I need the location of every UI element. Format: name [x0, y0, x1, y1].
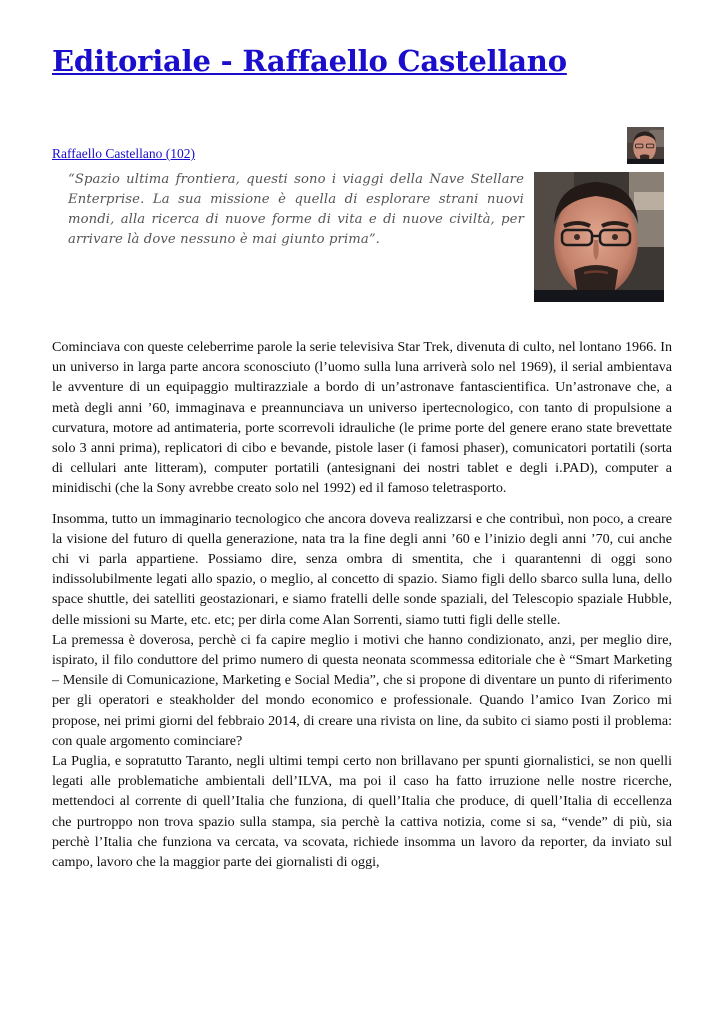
author-portrait-image — [534, 172, 664, 302]
article-paragraph: Cominciava con queste celeberrime parole la serie televisiva Star Trek, divenuta di culto, nel lontano 1966. In un universo in larga parte ancora sconosciuto (l’uomo sulla luna arriverà solo nel 1969), il serial ambientava le avventure di un equipaggio multirazziale a bordo di un’astronave fantascientifica. Un’astronave che, a metà degli anni ’60, immaginava e preannunciava un universo ipertecnologico, con tanto di propulsione a curvatura, motore ad antimateria, porte scorrevoli idrauliche (le prime porte del genere erano state brevettate solo 3 anni prima), replicatori di cibo e bevande, pistole laser (i famosi phaser), comunicatori portatili (sorta di cellulari ante litteram), computer portatili (antesignani dei nostri tablet e degli i.PAD), computer a minidischi (che la Sony avrebbe creato solo nel 1992) ed il famoso teletrasporto. — [52, 339, 672, 497]
author-avatar-thumbnail[interactable] — [627, 127, 664, 164]
author-link[interactable]: Raffaello Castellano (102) — [52, 146, 195, 161]
article-body — [52, 337, 672, 872]
article-paragraph: La Puglia, e sopratutto Taranto, negli ultimi tempi certo non brillavano per spunti giornalistici, se non quelli legati alle problematiche ambientali dell’ILVA, ma poi il caso ha fatto irruzione nelle nostre ricerche, mettendoci al corrente di quell’Italia che funziona, di quell’Italia che produce, di quell’Italia di eccellenza che purtroppo non trova spazio sulla stampa, sia perchè la cattiva notizia, come si sa, “vende” di più, sia perchè l’Italia che funziona va cercata, va scovata, richiede insomma un lavoro da reporter, da inviato sul campo, lavoro che la maggior parte dei giornalisti di oggi, — [52, 753, 672, 871]
article-paragraph: La premessa è doverosa, perchè ci fa capire meglio i motivi che hanno condizionato, anzi, per meglio dire, ispirato, il filo conduttore del primo numero di questa neonata scommessa editoriale che è “Smart Marketing – Mensile di Comunicazione, Marketing e Social Media”, che si propone di diventare un punto di riferimento per gli operatori e steakholder del mondo economico e professionale. Quando l’amico Ivan Zorico mi propose, nei primi giorni del febbraio 2014, di creare una rivista on line, da subito ci siamo posti il problema: con quale argomento cominciare? — [52, 631, 672, 749]
article-title[interactable]: Editoriale - Raffaello Castellano — [52, 44, 567, 78]
article-paragraph: Insomma, tutto un immaginario tecnologico che ancora doveva realizzarsi e che contribuì, non poco, a creare la visione del futuro di quella generazione, nata tra la fine degli anni ’60 e l’inizio degli anni ’70, cui anche chi vi parla appartiene. Possiamo dire, senza ombra di smentita, che i quarantenni di oggi sono indissolubilmente legati allo spazio, o meglio, al concetto di spazio. Siamo figli dello sbarco sulla luna, dello space shuttle, dei satelliti geostazionari, e siamo fratelli delle sonde spaziali, del Telescopio spaziale Hubble, delle missioni su Marte, etc. etc; per dirla come Alan Sorrenti, siamo tutti figli delle stelle. — [52, 510, 672, 628]
author-photo — [534, 172, 664, 302]
intro-quote: “Spazio ultima frontiera, questi sono i viaggi della Nave Stellare Enterprise. La sua missione è quella di esplorare strani nuovi mondi, alla ricerca di nuove forme di vita e di nuove civiltà, per arrivare là dove nessuno è mai giunto prima”. — [68, 172, 524, 247]
author-avatar-thumbnail-image — [627, 127, 664, 164]
